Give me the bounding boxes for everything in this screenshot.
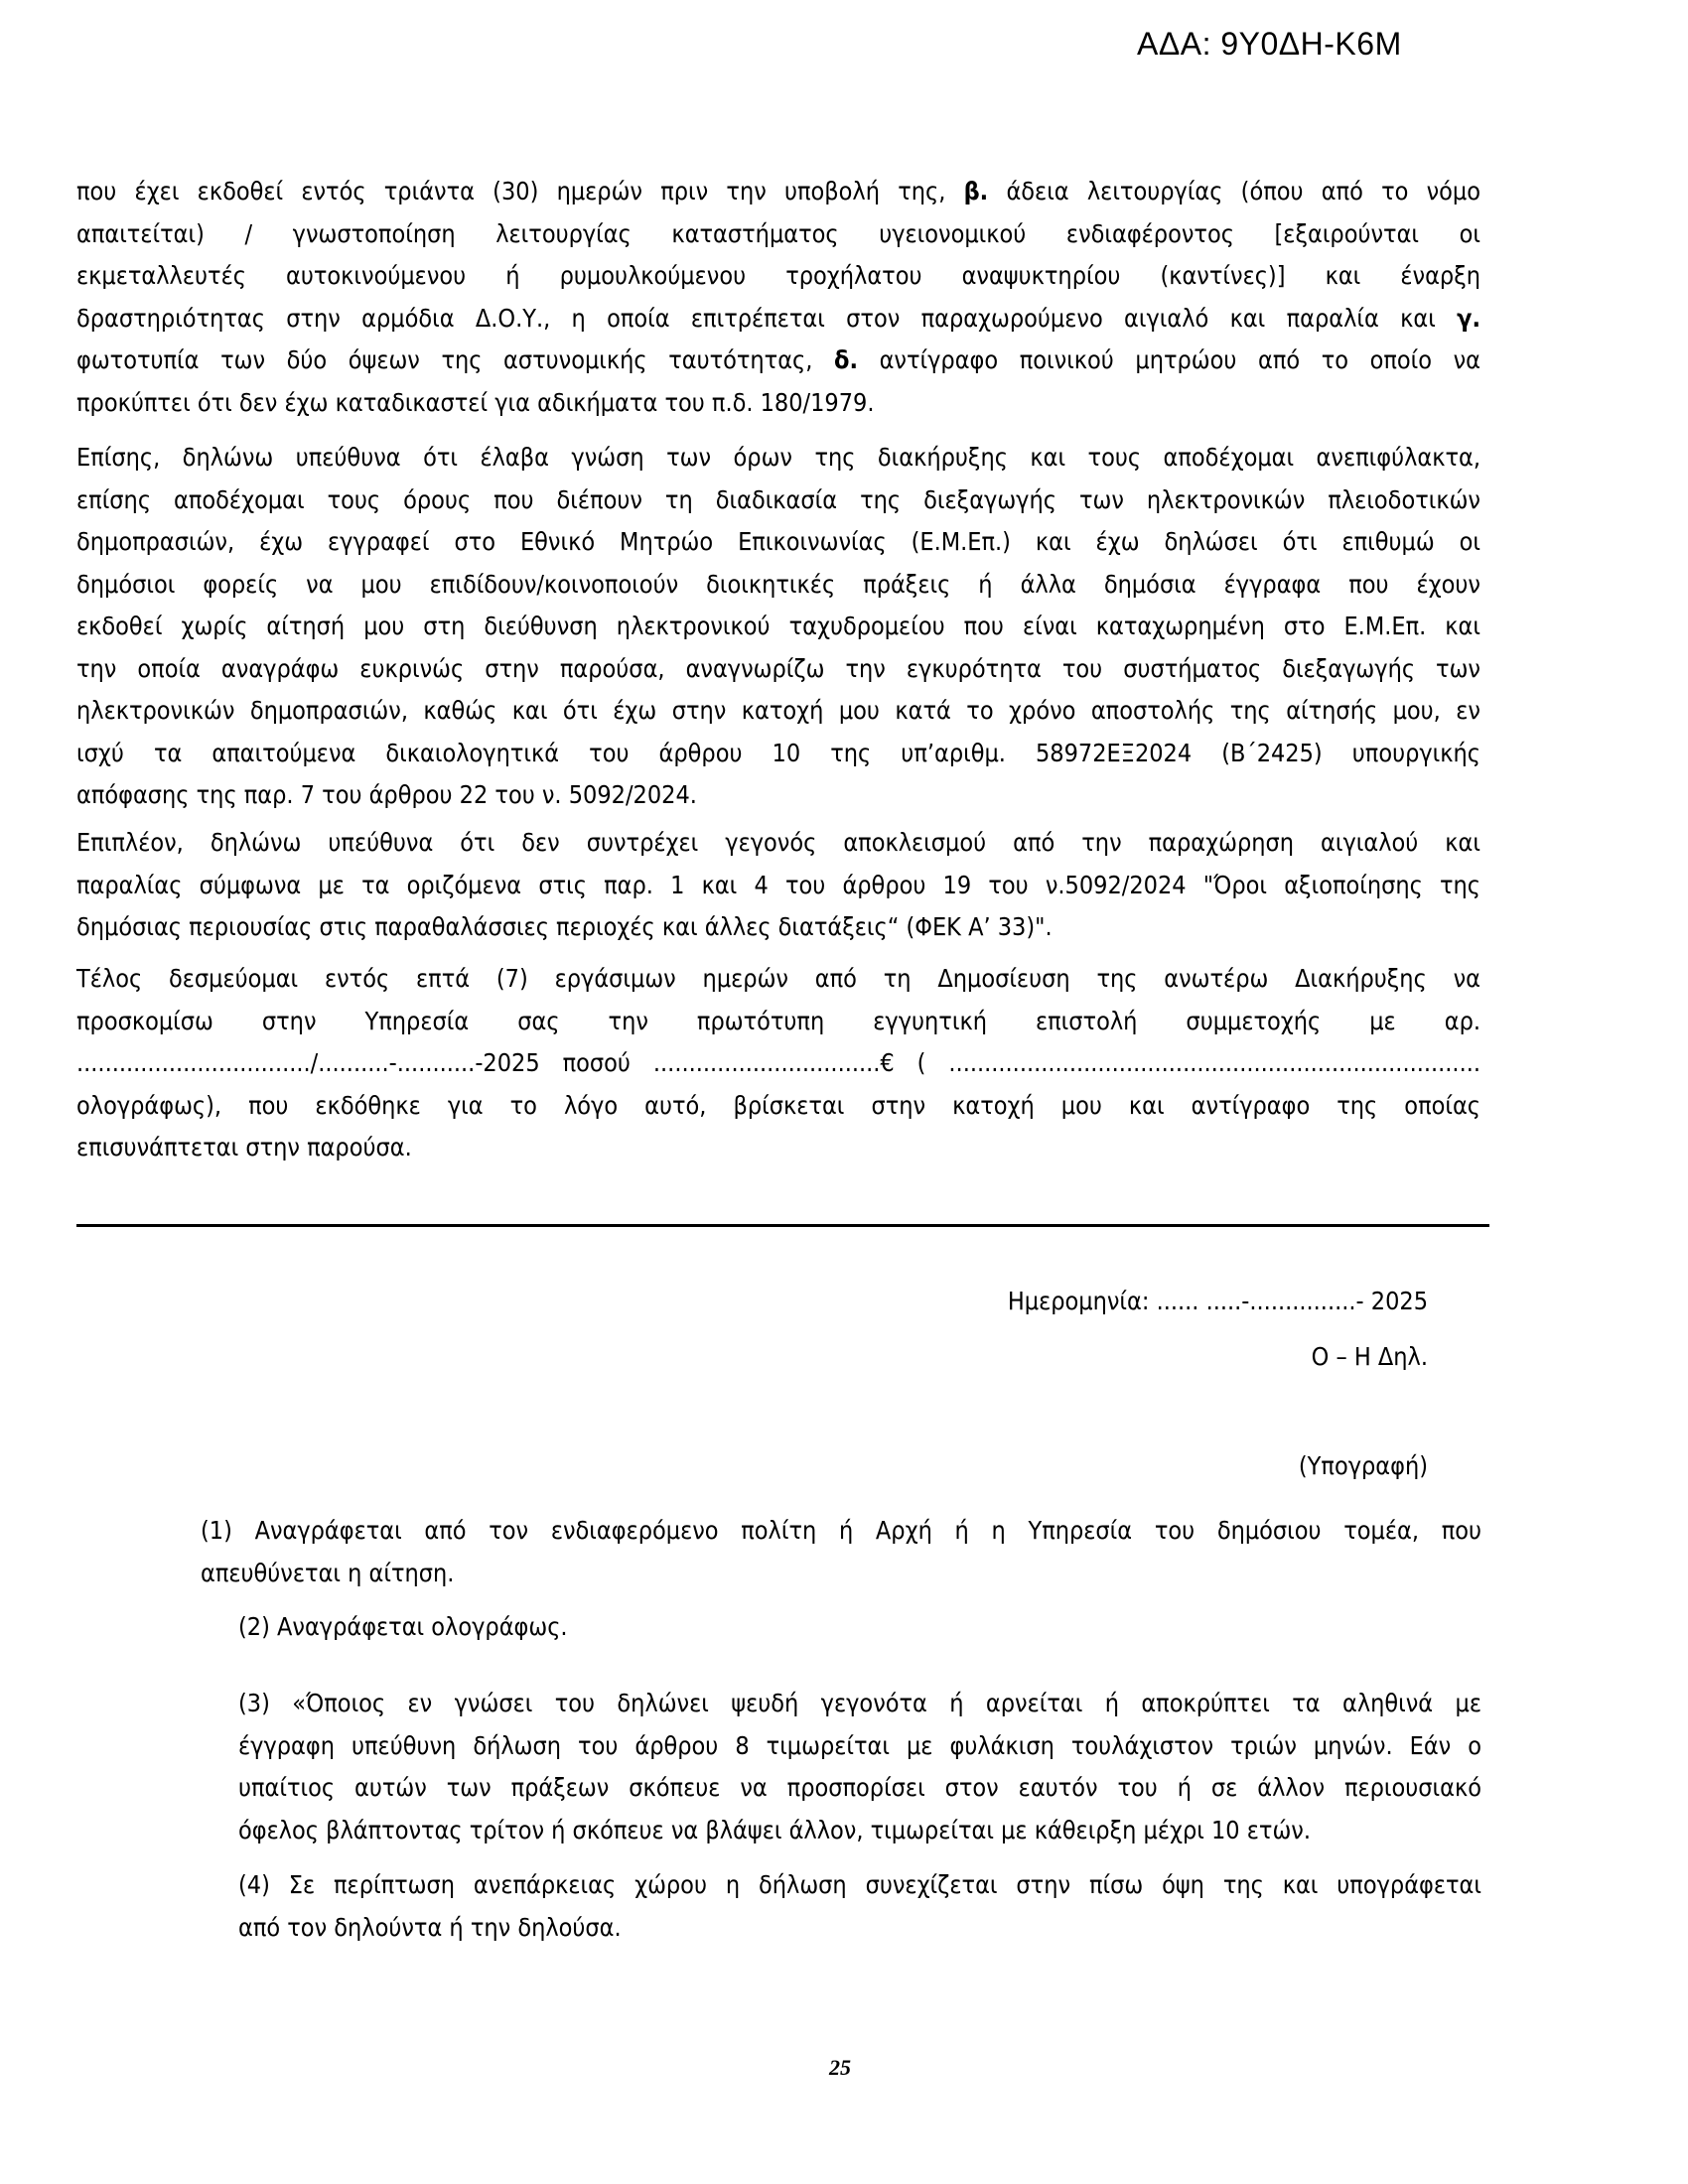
footnote-4	[238, 1864, 1481, 1949]
text-run: αντίγραφο ποινικού μητρώου από το οποίο να	[858, 345, 1480, 374]
ada-reference-code: ΑΔΑ: 9Υ0ΔΗ-Κ6Μ	[1137, 26, 1402, 62]
text-line: απόφασης της παρ. 7 του άρθρου 22 του ν. 5092/2024.	[76, 780, 697, 809]
text-line: προσκομίσω στην Υπηρεσία σας την πρωτότυπη εγγυητική επιστολή συμμετοχής με αρ.	[76, 1006, 1480, 1035]
text-line: απαιτείται) / γνωστοποίηση λειτουργίας καταστήματος υγειονομικού ενδιαφέροντος [εξαιρούνται οι	[76, 218, 1480, 248]
text-line: δημόσιας περιουσίας στις παραθαλάσσιες περιοχές και άλλες διατάξεις“ (ΦΕΚ Α’ 33)".	[76, 912, 1053, 941]
footnote-2: (2) Αναγράφεται ολογράφως.	[238, 1612, 568, 1641]
text-run: που έχει εκδοθεί εντός τριάντα (30) ημερών πριν την υποβολή της,	[76, 177, 964, 205]
text-line: την οποία αναγράφω ευκρινώς στην παρούσα, αναγνωρίζω την εγκυρότητα του συστήματος διεξαγωγής των	[76, 653, 1480, 683]
item-marker-gamma: γ.	[1457, 303, 1480, 333]
text-line: προκύπτει ότι δεν έχω καταδικαστεί για αδικήματα του π.δ. 180/1979.	[76, 387, 875, 417]
text-run: άδεια λειτουργίας (όπου από το νόμο	[988, 177, 1480, 205]
text-line: Επίσης, δηλώνω υπεύθυνα ότι έλαβα γνώση των όρων της διακήρυξης και τους αποδέχομαι ανεπιφύλακτα,	[76, 443, 1480, 472]
declarant-label: Ο – Η Δηλ.	[1311, 1342, 1428, 1371]
signature-label: (Υπογραφή)	[1298, 1451, 1428, 1480]
guarantee-fill-in-line: ................................./..........-...........-2025 ποσού ................................€ ( ...........................................................................	[76, 1048, 1480, 1077]
text-line: (1) Αναγράφεται από τον ενδιαφερόμενο πολίτη ή Αρχή ή η Υπηρεσία του δημόσιου τομέα, που	[201, 1516, 1481, 1545]
text-line: δημοπρασιών, έχω εγγραφεί στο Εθνικό Μητρώο Επικοινωνίας (Ε.Μ.Επ.) και έχω δηλώσει ότι επιθυμώ οι	[76, 527, 1480, 556]
paragraph-guarantee-letter	[76, 958, 1480, 1169]
text-line: Τέλος δεσμεύομαι εντός επτά (7) εργάσιμων ημερών από τη Δημοσίευση της ανωτέρω Διακήρυξης να	[76, 964, 1480, 993]
footnote-3	[238, 1683, 1481, 1851]
text-line: έγγραφη υπεύθυνη δήλωση του άρθρου 8 τιμωρείται με φυλάκιση τουλάχιστον τριών μηνών. Εάν ο	[238, 1730, 1481, 1760]
text-run: δραστηριότητας στην αρμόδια Δ.Ο.Υ., η οποία επιτρέπεται στον παραχωρούμενο αιγιαλό και παραλία και	[76, 303, 1458, 333]
text-line: από τον δηλούντα ή την δηλούσα.	[238, 1912, 622, 1942]
text-line: επίσης αποδέχομαι τους όρους που διέπουν τη διαδικασία της διεξαγωγής των ηλεκτρονικών πλειοδοτικών	[76, 484, 1480, 514]
date-line: Ημερομηνία: ...... .....-...............- 2025	[1007, 1287, 1428, 1315]
text-line: ηλεκτρονικών δημοπρασιών, καθώς και ότι έχω στην κατοχή μου κατά το χρόνο αποστολής της αίτησής μου, εν	[76, 696, 1480, 725]
text-line: απευθύνεται η αίτηση.	[201, 1558, 455, 1587]
item-marker-beta: β.	[963, 177, 989, 205]
text-line	[76, 340, 1480, 382]
text-line: (4) Σε περίπτωση ανεπάρκειας χώρου η δήλωση συνεχίζεται στην πίσω όψη της και υπογράφεται	[238, 1870, 1481, 1899]
paragraph-required-documents	[76, 171, 1480, 424]
page-number: 25	[829, 2055, 851, 2080]
text-line: παραλίας σύμφωνα με τα οριζόμενα στις παρ. 1 και 4 του άρθρου 19 του ν.5092/2024 "Όροι αξιοποίησης της	[76, 870, 1480, 899]
text-line: (3) «Όποιος εν γνώσει του δηλώνει ψευδή γεγονότα ή αρνείται ή αποκρύπτει τα αληθινά με	[238, 1689, 1481, 1717]
text-run: φωτοτυπία των δύο όψεων της αστυνομικής ταυτότητας,	[76, 345, 834, 374]
footnote-1	[201, 1510, 1481, 1594]
text-line: Επιπλέον, δηλώνω υπεύθυνα ότι δεν συντρέχει γεγονός αποκλεισμού από την παραχώρηση αιγιαλού και	[76, 828, 1480, 857]
text-line: δημόσιοι φορείς να μου επιδίδουν/κοινοποιούν διοικητικές πράξεις ή άλλα δημόσια έγγραφα που έχουν	[76, 569, 1480, 599]
paragraph-no-exclusion	[76, 822, 1480, 949]
text-line: όφελος βλάπτοντας τρίτον ή σκόπευε να βλάψει άλλον, τιμωρείται με κάθειρξη μέχρι 10 ετών.	[238, 1815, 1311, 1844]
text-line	[76, 298, 1480, 341]
text-line: ολογράφως), που εκδόθηκε για το λόγο αυτό, βρίσκεται στην κατοχή μου και αντίγραφο της οποίας	[76, 1090, 1480, 1120]
text-line: εκμεταλλευτές αυτοκινούμενου ή ρυμουλκούμενου τροχήλατου αναψυκτηρίου (καντίνες)] και έναρξη	[76, 261, 1480, 290]
item-marker-delta: δ.	[834, 345, 858, 374]
text-line: υπαίτιος αυτών των πράξεων σκόπευε να προσπορίσει στον εαυτόν του ή σε άλλον περιουσιακό	[238, 1773, 1481, 1802]
paragraph-acceptance-of-terms	[76, 437, 1480, 817]
text-line	[76, 171, 1480, 213]
separator-line	[76, 1224, 1489, 1227]
text-line: επισυνάπτεται στην παρούσα.	[76, 1133, 412, 1161]
text-line: εκδοθεί χωρίς αίτησή μου στη διεύθυνση ηλεκτρονικού ταχυδρομείου που είναι καταχωρημένη στο Ε.Μ.Επ. και	[76, 612, 1480, 640]
text-line: ισχύ τα απαιτούμενα δικαιολογητικά του άρθρου 10 της υπ’αριθμ. 58972ΕΞ2024 (Β΄2425) υπουργικής	[76, 738, 1480, 767]
